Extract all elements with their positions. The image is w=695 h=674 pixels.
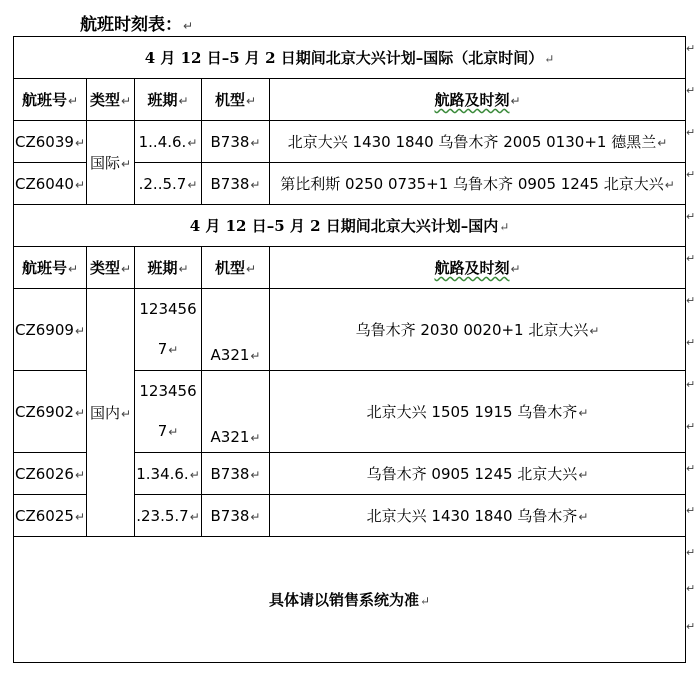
route-times <box>270 371 686 453</box>
row-end-mark-icon: ↵ <box>686 620 695 633</box>
paragraph-mark-icon: ↵ <box>657 136 668 150</box>
paragraph-mark-icon: ↵ <box>245 94 257 108</box>
row-end-mark-icon: ↵ <box>686 168 695 181</box>
row-end-mark-icon: ↵ <box>686 378 695 391</box>
header-flight-text: 航班号 <box>21 91 67 109</box>
header-days <box>135 79 202 121</box>
paragraph-mark-icon: ↵ <box>544 52 555 66</box>
aircraft-type <box>202 163 270 205</box>
paragraph-mark-icon: ↵ <box>183 19 194 33</box>
paragraph-mark-icon: ↵ <box>168 343 179 357</box>
flight-days-text: 1..4.6. <box>138 132 187 151</box>
paragraph-mark-icon: ↵ <box>189 467 200 482</box>
paragraph-mark-icon: ↵ <box>250 177 261 192</box>
row-end-mark-icon: ↵ <box>686 420 695 433</box>
paragraph-mark-icon: ↵ <box>178 262 189 276</box>
flight-days <box>135 453 202 495</box>
paragraph-mark-icon: ↵ <box>250 349 261 363</box>
route-times <box>270 289 686 371</box>
flight-days-text: 1.34.6. <box>136 464 189 483</box>
flight-days-line1: 123456 <box>139 300 197 318</box>
paragraph-mark-icon: ↵ <box>74 509 85 524</box>
flight-days-text: .23.5.7 <box>136 506 189 525</box>
paragraph-mark-icon: ↵ <box>74 405 85 420</box>
paragraph-mark-icon: ↵ <box>187 177 198 192</box>
paragraph-mark-icon: ↵ <box>578 510 589 524</box>
table-row <box>14 121 686 163</box>
row-end-mark-icon: ↵ <box>686 84 695 97</box>
paragraph-mark-icon: ↵ <box>120 157 132 171</box>
aircraft-type <box>202 121 270 163</box>
intl-heading-row <box>14 37 686 79</box>
row-end-mark-icon: ↵ <box>686 504 695 517</box>
header-flight-text: 航班号 <box>21 259 67 277</box>
route-text: 北京大兴 1430 1840 乌鲁木齐 <box>366 507 578 525</box>
flight-days-line1: 123456 <box>139 382 197 400</box>
flight-days <box>135 289 202 371</box>
paragraph-mark-icon: ↵ <box>74 467 85 482</box>
flight-number-text: CZ6026 <box>15 464 74 483</box>
header-route <box>270 79 686 121</box>
header-days <box>135 247 202 289</box>
flight-days <box>135 163 202 205</box>
table-row <box>14 289 686 371</box>
flight-number-text: CZ6025 <box>15 506 74 525</box>
paragraph-mark-icon: ↵ <box>510 262 521 276</box>
paragraph-mark-icon: ↵ <box>578 406 589 420</box>
row-end-mark-icon: ↵ <box>686 336 695 349</box>
paragraph-mark-icon: ↵ <box>189 509 200 524</box>
paragraph-mark-icon: ↵ <box>120 262 132 276</box>
flight-number-text: CZ6039 <box>15 132 74 151</box>
route-text: 乌鲁木齐 2030 0020+1 北京大兴 <box>355 321 589 339</box>
flight-days <box>135 371 202 453</box>
header-days-text: 班期 <box>147 259 178 277</box>
domestic-heading-row <box>14 205 686 247</box>
row-end-marks <box>686 36 693 666</box>
header-flight <box>14 247 87 289</box>
aircraft-type <box>202 453 270 495</box>
row-end-mark-icon: ↵ <box>686 546 695 559</box>
document-title-text: 航班时刻表： <box>80 15 182 35</box>
row-end-mark-icon: ↵ <box>686 252 695 265</box>
flight-number <box>14 121 87 163</box>
header-aircraft <box>202 79 270 121</box>
paragraph-mark-icon: ↵ <box>245 262 257 276</box>
header-type-text: 类型 <box>89 91 120 109</box>
aircraft-type <box>202 371 270 453</box>
paragraph-mark-icon: ↵ <box>67 94 79 108</box>
flight-number-text: CZ6040 <box>15 174 74 193</box>
flight-number <box>14 163 87 205</box>
row-end-mark-icon: ↵ <box>686 462 695 475</box>
paragraph-mark-icon: ↵ <box>420 594 431 608</box>
document-title <box>80 10 193 35</box>
paragraph-mark-icon: ↵ <box>168 425 179 439</box>
paragraph-mark-icon: ↵ <box>74 323 85 338</box>
route-times <box>270 495 686 537</box>
paragraph-mark-icon: ↵ <box>664 178 675 192</box>
domestic-type-cell <box>87 289 135 537</box>
route-text: 第比利斯 0250 0735+1 乌鲁木齐 0905 1245 北京大兴 <box>280 175 664 193</box>
footer-row <box>14 537 686 663</box>
row-end-mark-icon: ↵ <box>686 126 695 139</box>
intl-header-row <box>14 79 686 121</box>
paragraph-mark-icon: ↵ <box>250 431 261 445</box>
paragraph-mark-icon: ↵ <box>74 135 85 150</box>
flight-timetable <box>13 36 686 663</box>
row-end-mark-icon: ↵ <box>686 294 695 307</box>
route-text: 乌鲁木齐 0905 1245 北京大兴 <box>366 465 578 483</box>
intl-heading-text: 4 月 12 日–5 月 2 日期间北京大兴计划–国际（北京时间） <box>144 49 544 67</box>
flight-days-line2: 7 <box>157 422 168 440</box>
header-route-text: 航路及时刻 <box>434 259 510 277</box>
header-type <box>87 247 135 289</box>
aircraft-text: B738 <box>210 174 250 193</box>
paragraph-mark-icon: ↵ <box>499 220 510 234</box>
domestic-header-row <box>14 247 686 289</box>
paragraph-mark-icon: ↵ <box>250 509 261 524</box>
type-text: 国际 <box>89 154 120 172</box>
aircraft-type <box>202 495 270 537</box>
paragraph-mark-icon: ↵ <box>67 262 79 276</box>
route-times <box>270 121 686 163</box>
header-type-text: 类型 <box>89 259 120 277</box>
header-aircraft-text: 机型 <box>214 259 245 277</box>
header-flight <box>14 79 87 121</box>
row-end-mark-icon: ↵ <box>686 582 695 595</box>
paragraph-mark-icon: ↵ <box>578 468 589 482</box>
aircraft-text: B738 <box>210 506 250 525</box>
aircraft-type <box>202 289 270 371</box>
flight-number <box>14 453 87 495</box>
flight-days-line2-wrap <box>135 411 201 452</box>
domestic-section-heading <box>14 205 686 247</box>
flight-days-line2: 7 <box>157 340 168 358</box>
paragraph-mark-icon: ↵ <box>187 135 198 150</box>
paragraph-mark-icon: ↵ <box>250 135 261 150</box>
flight-number-text: CZ6902 <box>15 402 74 421</box>
flight-number <box>14 371 87 453</box>
paragraph-mark-icon: ↵ <box>178 94 189 108</box>
route-text: 北京大兴 1505 1915 乌鲁木齐 <box>366 403 578 421</box>
route-text: 北京大兴 1430 1840 乌鲁木齐 2005 0130+1 德黑兰 <box>287 133 657 151</box>
aircraft-text: A321 <box>210 428 250 446</box>
flight-number-text: CZ6909 <box>15 320 74 339</box>
header-aircraft <box>202 247 270 289</box>
flight-days-text: .2..5.7 <box>138 174 187 193</box>
paragraph-mark-icon: ↵ <box>74 177 85 192</box>
route-times <box>270 453 686 495</box>
paragraph-mark-icon: ↵ <box>510 94 521 108</box>
flight-days-line2-wrap <box>135 329 201 370</box>
domestic-heading-text: 4 月 12 日–5 月 2 日期间北京大兴计划–国内 <box>189 217 499 235</box>
intl-type-cell <box>87 121 135 205</box>
sales-system-note <box>14 537 686 663</box>
header-type <box>87 79 135 121</box>
aircraft-text: B738 <box>210 464 250 483</box>
header-route-text: 航路及时刻 <box>434 91 510 109</box>
paragraph-mark-icon: ↵ <box>589 324 600 338</box>
flight-days <box>135 495 202 537</box>
intl-section-heading <box>14 37 686 79</box>
header-days-text: 班期 <box>147 91 178 109</box>
flight-number <box>14 495 87 537</box>
type-text: 国内 <box>89 404 120 422</box>
flight-days <box>135 121 202 163</box>
note-text: 具体请以销售系统为准 <box>268 591 419 609</box>
aircraft-text: B738 <box>210 132 250 151</box>
row-end-mark-icon: ↵ <box>686 210 695 223</box>
header-aircraft-text: 机型 <box>214 91 245 109</box>
route-times <box>270 163 686 205</box>
header-route <box>270 247 686 289</box>
paragraph-mark-icon: ↵ <box>120 94 132 108</box>
paragraph-mark-icon: ↵ <box>250 467 261 482</box>
aircraft-text: A321 <box>210 346 250 364</box>
flight-number <box>14 289 87 371</box>
row-end-mark-icon: ↵ <box>686 42 695 55</box>
paragraph-mark-icon: ↵ <box>120 407 132 421</box>
